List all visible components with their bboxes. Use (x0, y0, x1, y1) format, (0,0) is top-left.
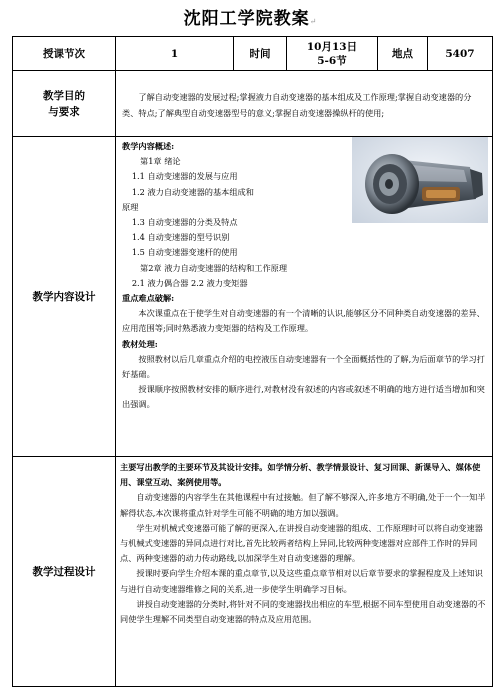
material-text: 按照教材以后几章重点介绍的电控液压自动变速器有一个全面概括性的了解,为后面章节的学习打好基础。 (122, 353, 485, 380)
content-label: 教学内容设计 (13, 137, 116, 457)
outline-item: 第2章 液力自动变速器的结构和工作原理 (140, 262, 288, 273)
process-cell (116, 457, 493, 687)
key-points-heading: 重点难点破解: (122, 293, 175, 304)
process-row (13, 457, 493, 687)
outline-item: 1.4 自动变速器的型号识别 (131, 232, 230, 243)
time-periods: 5-6节 (317, 54, 347, 67)
outline-item: 1.1 自动变速器的发展与应用 (131, 171, 238, 182)
goals-row (13, 71, 493, 137)
place-label: 地点 (378, 37, 428, 71)
content-heading: 教学内容概述: (122, 141, 175, 151)
periods-label: 授课节次 (13, 37, 116, 71)
material-heading: 教材处理: (122, 338, 158, 349)
material-text: 授课顺序按照教材安排的顺序进行,对教材没有叙述的内容或叙述不明确的地方进行适当增加和突出强调。 (122, 384, 485, 410)
content-cell (116, 137, 493, 457)
process-paragraph: 自动变速器的内容学生在其他课程中有过接触。但了解不够深入,许多地方不明确,处于一个一知半解得状态,本次课将重点针对学生可能不明确的地方加以强调。 (120, 492, 486, 518)
time-value (287, 37, 378, 71)
process-paragraph: 授课时要向学生介绍本课的重点章节,以及这些重点章节相对以后章节要求的掌握程度及上述知识与进行自动变速器维修之间的关系,进一步使学生明确学习目标。 (120, 568, 483, 594)
outline-item: 1.2 液力自动变速器的基本组成和 (131, 186, 254, 197)
outline-item: 1.5 自动变速器变速杆的使用 (131, 247, 238, 258)
process-paragraph: 讲授自动变速器的分类时,将针对不同的变速器找出相应的车型,根据不同车型使用自动变速器的不同使学生理解不同类型自动变速器的特点及应用范围。 (120, 598, 486, 625)
outline-item: 2.1 液力偶合器 2.2 液力变矩器 (131, 277, 248, 288)
place-value: 5407 (428, 37, 493, 71)
periods-value: 1 (116, 37, 234, 71)
outline-item: 原理 (122, 201, 139, 212)
time-date: 10月13日 (306, 40, 358, 53)
process-paragraph: 学生对机械式变速器可能了解的更深入,在讲授自动变速器的组成、工作原理时可以将自动变速器与机械式变速器的异同点进行对比,首先比较两者结构上异同,比较两种变速器对应部件工作时的异同点、两种变速器的动力传动路线,以加深学生对自动变速器的理解。 (120, 522, 483, 564)
content-row (13, 137, 493, 457)
time-label: 时间 (234, 37, 287, 71)
info-row (13, 37, 493, 71)
outline-item: 第1章 绪论 (140, 156, 181, 167)
lesson-plan-table (12, 36, 493, 687)
goals-label: 教学目的 与要求 (13, 71, 116, 137)
goals-text: 了解自动变速器的发展过程;掌握液力自动变速器的基本组成及工作原理;掌握自动变速器的分类、特点;了解典型自动变速器型号的意义;掌握自动变速器操纵杆的使用; (116, 71, 493, 137)
process-intro: 主要写出教学的主要环节及其设计安排。如学情分析、教学情景设计、复习回课、新课导入、媒体使用、课堂互动、案例使用等。 (120, 462, 481, 488)
key-points-text: 本次课重点在于使学生对自动变速器的有一个清晰的认识,能够区分不同种类自动变速器的差异、应用范围等;同时熟悉液力变矩器的结构及工作原理。 (122, 308, 485, 334)
transmission-image (352, 137, 488, 223)
outline-item: 1.3 自动变速器的分类及特点 (131, 217, 238, 228)
process-label: 教学过程设计 (13, 457, 116, 687)
page-title: 沈阳工学院教案↵ (183, 9, 318, 29)
